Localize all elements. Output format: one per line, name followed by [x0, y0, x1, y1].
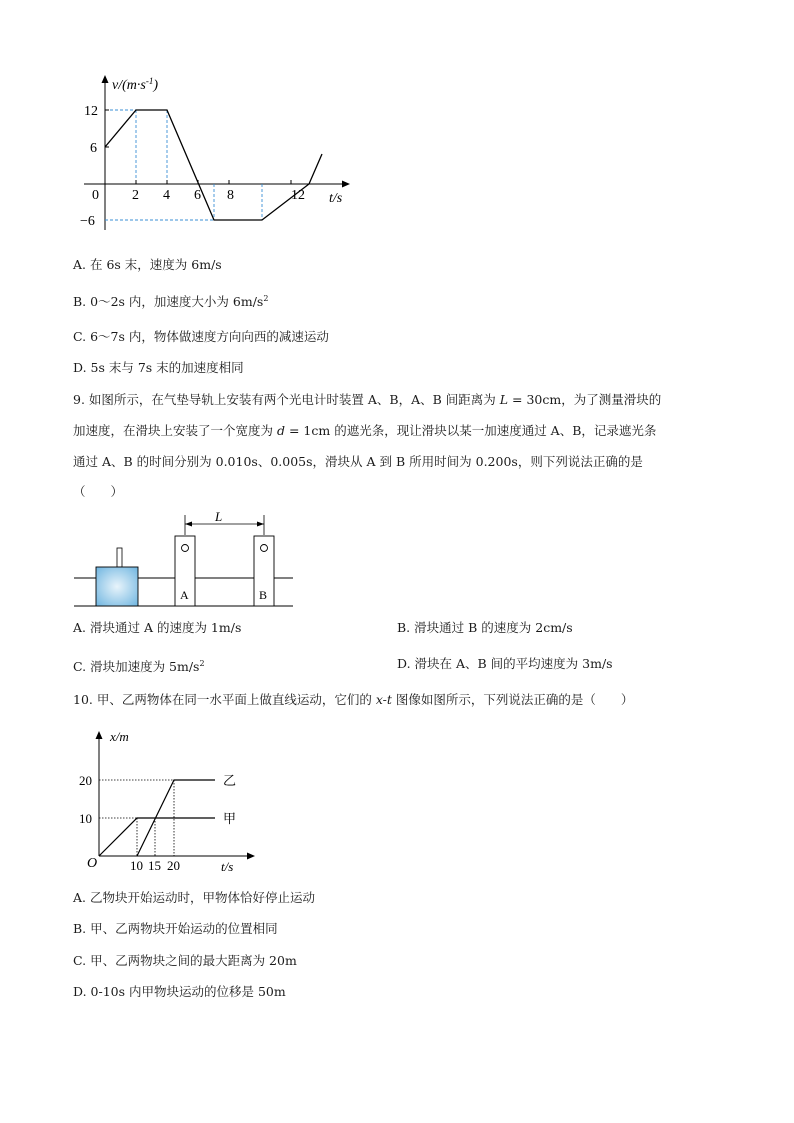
q9-stem-line3: 通过 A、B 的时间分别为 0.010s、0.005s，滑块从 A 到 B 所用时间为 0.200s，则下列说法正确的是 [73, 454, 643, 469]
gate-b-label: B [259, 588, 268, 602]
xt-origin: O [87, 856, 98, 871]
q9-option-a: A. 滑块通过 A 的速度为 1m/s [73, 620, 242, 635]
xt-graph [75, 723, 260, 878]
vt-graph [70, 65, 370, 240]
q9-answer-blank: （ ） [73, 484, 124, 499]
xt-xlabel: t/s [221, 859, 234, 874]
q9-stem-line2: 加速度，在滑块上安装了一个宽度为 d = 1cm 的遮光条，现让滑块以某一加速度通过 A、B，记录遮光条 [73, 423, 657, 438]
slider-block [96, 567, 138, 606]
shade-strip [117, 548, 122, 567]
q10-option-c: C. 甲、乙两物块之间的最大距离为 20m [73, 953, 297, 968]
xt-xtick-10: 10 [130, 858, 143, 873]
xt-xtick-15: 15 [148, 858, 161, 873]
vt-xtick-8: 8 [227, 188, 234, 203]
series-jia-line [99, 818, 215, 856]
vt-y-arrow [102, 75, 109, 83]
vt-origin: 0 [92, 188, 99, 203]
air-track-figure [72, 505, 297, 610]
vt-x-arrow [342, 181, 350, 188]
legend-jia: 甲 [223, 811, 237, 826]
q8-option-a: A. 在 6s 末，速度为 6m/s [73, 257, 222, 272]
q10-option-a: A. 乙物块开始运动时，甲物体恰好停止运动 [73, 890, 315, 905]
xt-ytick-10: 10 [79, 811, 92, 826]
q8-option-b: B. 0～2s 内，加速度大小为 $6m/s^2$ [73, 294, 269, 310]
xt-ylabel: x/m [110, 729, 129, 744]
q10-stem: 10. 甲、乙两物体在同一水平面上做直线运动，它们的 x-t 图像如图所示，下列说法正确的是（ ） [73, 692, 634, 707]
q8-option-c: C. 6～7s 内，物体做速度方向向西的减速运动 [73, 329, 329, 344]
legend-yi: 乙 [223, 773, 237, 788]
vt-ytick-6: 6 [90, 141, 97, 156]
vt-xlabel: t/s [329, 191, 343, 206]
q9-option-c: C. 滑块加速度为 $5m/s^2$ [73, 659, 205, 675]
vt-ylabel: $v/(m\cdot s^{-1})$ [112, 76, 158, 93]
q9-option-d: D. 滑块在 A、B 间的平均速度为 3m/s [397, 656, 613, 671]
distance-L-label: L [215, 509, 223, 524]
q9-stem-line1: 9. 如图所示，在气垫导轨上安装有两个光电计时装置 A、B，A、B 间距离为 L = 30cm，为了测量滑块的 [73, 392, 662, 407]
q8-option-d: D. 5s 末与 7s 末的加速度相同 [73, 360, 244, 375]
xt-ytick-20: 20 [79, 773, 92, 788]
vt-ytick-neg6: −6 [80, 214, 95, 229]
vt-xtick-4: 4 [163, 188, 170, 203]
gate-a-label: A [180, 588, 189, 602]
q10-option-d: D. 0-10s 内甲物块运动的位移是 50m [73, 984, 286, 999]
xt-x-arrow [247, 853, 255, 860]
vt-xtick-12: 12 [291, 188, 305, 203]
xt-xtick-20: 20 [167, 858, 180, 873]
vt-xtick-2: 2 [132, 188, 139, 203]
vt-ytick-12: 12 [84, 104, 98, 119]
q10-option-b: B. 甲、乙两物块开始运动的位置相同 [73, 921, 278, 936]
q9-option-b: B. 滑块通过 B 的速度为 2cm/s [397, 620, 573, 635]
vt-curve [105, 110, 322, 220]
xt-y-arrow [96, 731, 103, 739]
vt-xtick-6: 6 [194, 188, 201, 203]
